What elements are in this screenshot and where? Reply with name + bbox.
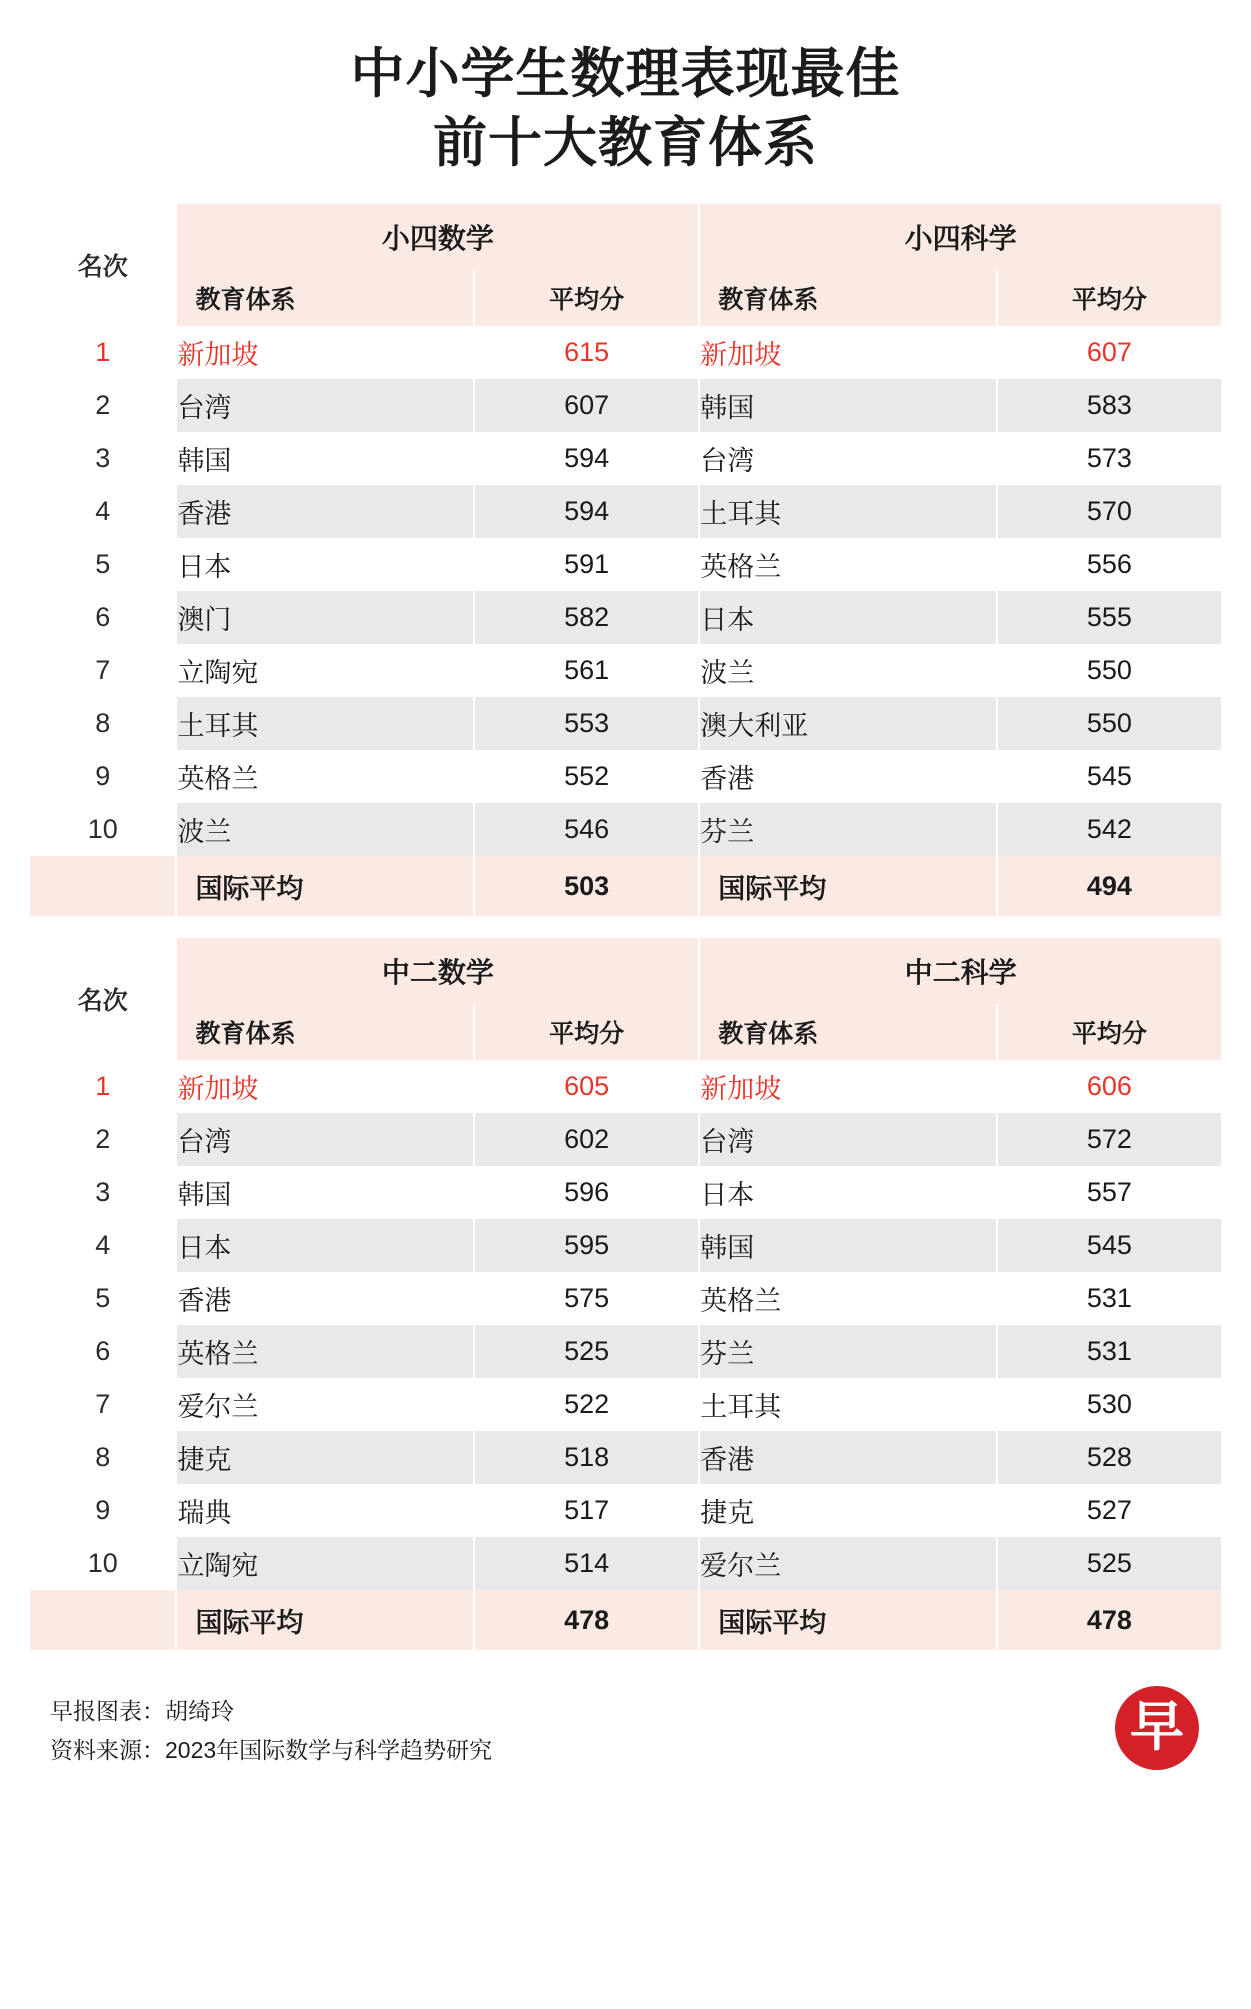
table-row <box>29 1378 1222 1431</box>
system-science: 新加坡 <box>699 326 997 379</box>
avg-spacer <box>29 856 176 916</box>
system-math: 立陶宛 <box>176 644 474 697</box>
system-science: 芬兰 <box>699 803 997 856</box>
system-math: 日本 <box>176 1219 474 1272</box>
header-system-math: 教育体系 <box>176 1004 474 1060</box>
table-grade8 <box>28 938 1223 1650</box>
system-math: 日本 <box>176 538 474 591</box>
system-science: 捷克 <box>699 1484 997 1537</box>
score-math: 582 <box>474 591 699 644</box>
header-score-math: 平均分 <box>474 1004 699 1060</box>
header-group-math: 中二数学 <box>176 938 699 1004</box>
title-line-1: 中小学生数理表现最佳 <box>350 44 901 104</box>
title-line-2: 前十大教育体系 <box>433 113 818 174</box>
table-row <box>29 644 1222 697</box>
score-math: 514 <box>474 1537 699 1590</box>
table-row <box>29 1484 1222 1537</box>
score-science: 545 <box>997 1219 1222 1272</box>
system-math: 捷克 <box>176 1431 474 1484</box>
avg-label-math: 国际平均 <box>176 856 474 916</box>
system-math: 土耳其 <box>176 697 474 750</box>
system-math: 台湾 <box>176 379 474 432</box>
system-science: 澳大利亚 <box>699 697 997 750</box>
header-system-science: 教育体系 <box>699 1004 997 1060</box>
zaobao-logo <box>1115 1686 1199 1770</box>
rank: 9 <box>29 750 176 803</box>
table-row <box>29 1325 1222 1378</box>
system-science: 香港 <box>699 1431 997 1484</box>
system-science: 新加坡 <box>699 1060 997 1113</box>
system-science: 台湾 <box>699 1113 997 1166</box>
credit-source: 资料来源：2023年国际数学与科学趋势研究 <box>50 1737 493 1764</box>
rank: 3 <box>29 432 176 485</box>
rank: 5 <box>29 1272 176 1325</box>
score-math: 546 <box>474 803 699 856</box>
system-math: 立陶宛 <box>176 1537 474 1590</box>
score-science: 542 <box>997 803 1222 856</box>
system-science: 韩国 <box>699 379 997 432</box>
rank: 10 <box>29 1537 176 1590</box>
rank: 8 <box>29 1431 176 1484</box>
table-row <box>29 1113 1222 1166</box>
score-science: 583 <box>997 379 1222 432</box>
header-score-math: 平均分 <box>474 270 699 326</box>
table-row-international-average <box>29 1590 1222 1650</box>
credits <box>50 1692 492 1770</box>
system-science: 日本 <box>699 1166 997 1219</box>
table-divider <box>28 916 1223 938</box>
score-science: 607 <box>997 326 1222 379</box>
rank: 7 <box>29 1378 176 1431</box>
score-science: 572 <box>997 1113 1222 1166</box>
score-math: 605 <box>474 1060 699 1113</box>
score-science: 557 <box>997 1166 1222 1219</box>
avg-label-science: 国际平均 <box>699 856 997 916</box>
header-group-science: 小四科学 <box>699 204 1222 270</box>
score-science: 531 <box>997 1325 1222 1378</box>
table-row-international-average <box>29 856 1222 916</box>
system-math: 澳门 <box>176 591 474 644</box>
score-science: 550 <box>997 644 1222 697</box>
score-math: 561 <box>474 644 699 697</box>
rank: 2 <box>29 1113 176 1166</box>
score-science: 545 <box>997 750 1222 803</box>
rank: 9 <box>29 1484 176 1537</box>
system-math: 香港 <box>176 1272 474 1325</box>
header-group-science: 中二科学 <box>699 938 1222 1004</box>
avg-score-math: 503 <box>474 856 699 916</box>
score-math: 615 <box>474 326 699 379</box>
table-row <box>29 326 1222 379</box>
score-math: 596 <box>474 1166 699 1219</box>
rank: 10 <box>29 803 176 856</box>
rank: 6 <box>29 591 176 644</box>
table-row <box>29 1272 1222 1325</box>
logo-glyph: 早 <box>1130 1695 1184 1759</box>
system-science: 日本 <box>699 591 997 644</box>
table-row <box>29 432 1222 485</box>
rank: 4 <box>29 1219 176 1272</box>
system-science: 韩国 <box>699 1219 997 1272</box>
system-math: 新加坡 <box>176 1060 474 1113</box>
table-header-columns <box>29 1004 1222 1060</box>
score-science: 531 <box>997 1272 1222 1325</box>
system-science: 土耳其 <box>699 1378 997 1431</box>
score-science: 573 <box>997 432 1222 485</box>
system-science: 土耳其 <box>699 485 997 538</box>
rank: 1 <box>29 326 176 379</box>
table-row <box>29 591 1222 644</box>
system-science: 台湾 <box>699 432 997 485</box>
header-system-math: 教育体系 <box>176 270 474 326</box>
avg-label-science: 国际平均 <box>699 1590 997 1650</box>
header-score-science: 平均分 <box>997 270 1222 326</box>
score-math: 517 <box>474 1484 699 1537</box>
table-row <box>29 1537 1222 1590</box>
score-science: 556 <box>997 538 1222 591</box>
score-math: 552 <box>474 750 699 803</box>
table-header-columns <box>29 270 1222 326</box>
system-math: 英格兰 <box>176 1325 474 1378</box>
score-math: 525 <box>474 1325 699 1378</box>
system-math: 瑞典 <box>176 1484 474 1537</box>
header-group-math: 小四数学 <box>176 204 699 270</box>
score-math: 607 <box>474 379 699 432</box>
header-rank: 名次 <box>29 204 176 326</box>
rank: 5 <box>29 538 176 591</box>
header-rank: 名次 <box>29 938 176 1060</box>
system-science: 香港 <box>699 750 997 803</box>
score-math: 595 <box>474 1219 699 1272</box>
system-science: 芬兰 <box>699 1325 997 1378</box>
avg-score-science: 478 <box>997 1590 1222 1650</box>
table-row <box>29 1166 1222 1219</box>
system-science: 爱尔兰 <box>699 1537 997 1590</box>
table-row <box>29 1219 1222 1272</box>
score-math: 522 <box>474 1378 699 1431</box>
system-math: 波兰 <box>176 803 474 856</box>
table-row <box>29 803 1222 856</box>
system-math: 英格兰 <box>176 750 474 803</box>
score-science: 525 <box>997 1537 1222 1590</box>
rank: 1 <box>29 1060 176 1113</box>
system-math: 韩国 <box>176 1166 474 1219</box>
avg-spacer <box>29 1590 176 1650</box>
table-header-groups <box>29 204 1222 270</box>
score-math: 518 <box>474 1431 699 1484</box>
system-math: 香港 <box>176 485 474 538</box>
rank: 3 <box>29 1166 176 1219</box>
table-row <box>29 697 1222 750</box>
score-math: 575 <box>474 1272 699 1325</box>
table-grade4 <box>28 204 1223 916</box>
score-science: 606 <box>997 1060 1222 1113</box>
table-row <box>29 750 1222 803</box>
score-math: 594 <box>474 485 699 538</box>
header-score-science: 平均分 <box>997 1004 1222 1060</box>
page-title <box>28 0 1223 204</box>
table-row <box>29 1060 1222 1113</box>
header-system-science: 教育体系 <box>699 270 997 326</box>
score-math: 602 <box>474 1113 699 1166</box>
system-math: 新加坡 <box>176 326 474 379</box>
score-math: 594 <box>474 432 699 485</box>
avg-score-science: 494 <box>997 856 1222 916</box>
system-math: 台湾 <box>176 1113 474 1166</box>
table-row <box>29 379 1222 432</box>
score-science: 570 <box>997 485 1222 538</box>
rank: 4 <box>29 485 176 538</box>
table-row <box>29 538 1222 591</box>
rank: 2 <box>29 379 176 432</box>
score-math: 553 <box>474 697 699 750</box>
rank: 8 <box>29 697 176 750</box>
table-row <box>29 485 1222 538</box>
system-math: 韩国 <box>176 432 474 485</box>
score-science: 528 <box>997 1431 1222 1484</box>
score-science: 527 <box>997 1484 1222 1537</box>
avg-label-math: 国际平均 <box>176 1590 474 1650</box>
system-science: 英格兰 <box>699 1272 997 1325</box>
rank: 7 <box>29 644 176 697</box>
credit-chart: 早报图表：胡绮玲 <box>50 1698 234 1725</box>
avg-score-math: 478 <box>474 1590 699 1650</box>
score-math: 591 <box>474 538 699 591</box>
system-science: 英格兰 <box>699 538 997 591</box>
score-science: 555 <box>997 591 1222 644</box>
score-science: 530 <box>997 1378 1222 1431</box>
table-header-groups <box>29 938 1222 1004</box>
table-row <box>29 1431 1222 1484</box>
rank: 6 <box>29 1325 176 1378</box>
score-science: 550 <box>997 697 1222 750</box>
system-math: 爱尔兰 <box>176 1378 474 1431</box>
footer <box>28 1686 1223 1770</box>
system-science: 波兰 <box>699 644 997 697</box>
